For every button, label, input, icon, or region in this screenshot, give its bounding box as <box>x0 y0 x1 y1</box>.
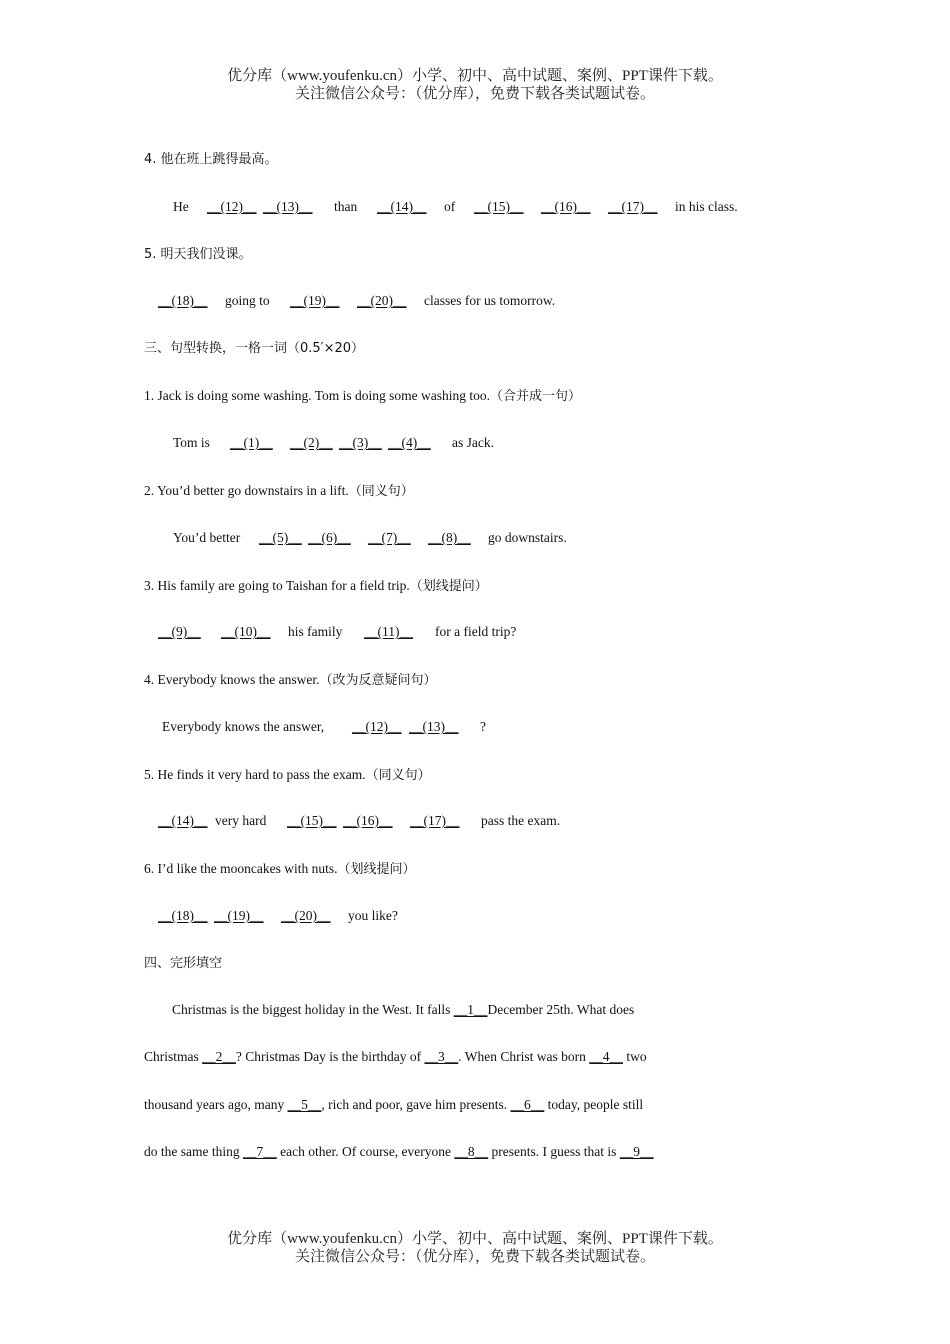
s2-q4-prompt: 4. 他在班上跳得最高。 <box>144 152 278 167</box>
word: He <box>173 199 189 214</box>
text: Christmas is the biggest holiday in the West. It falls <box>172 1002 454 1017</box>
prompt-note: （同义句） <box>365 768 431 783</box>
word: than <box>334 199 358 214</box>
prompt-text: 2. You’d better go downstairs in a lift. <box>144 483 349 498</box>
blank-20[interactable]: __(20)__ <box>281 908 331 923</box>
text: do the same thing <box>144 1144 243 1159</box>
word: pass the exam. <box>481 813 561 828</box>
blank-5[interactable]: __(5)__ <box>259 530 302 545</box>
text: each other. Of course, everyone <box>276 1144 455 1159</box>
cloze-blank-7[interactable]: __7__ <box>242 1144 277 1159</box>
text: presents. I guess that is <box>488 1144 620 1159</box>
cloze-line-3 <box>144 1096 643 1114</box>
cloze-blank-6[interactable]: __6__ <box>510 1097 545 1112</box>
word: of <box>444 199 456 214</box>
header-line-1: 优分库（www.youfenku.cn）小学、初中、高中试题、案例、PPT课件下载。 <box>227 68 723 84</box>
word: very hard <box>215 813 267 828</box>
cloze-blank-4[interactable]: __4__ <box>589 1049 623 1064</box>
prompt-text: 5. He finds it very hard to pass the exam. <box>144 767 366 782</box>
prompt-note: （划线提问） <box>409 579 488 594</box>
cloze-line-1 <box>172 1001 634 1019</box>
s3-q6-prompt <box>144 860 415 879</box>
blank-2[interactable]: __(2)__ <box>290 435 333 450</box>
s3-q3-prompt <box>144 577 488 596</box>
word: classes for us tomorrow. <box>424 293 556 308</box>
blank-17[interactable]: __(17)__ <box>608 199 658 214</box>
word: his family <box>288 624 343 639</box>
text: , rich and poor, gave him presents. <box>321 1097 511 1112</box>
blank-18[interactable]: __(18)__ <box>158 293 208 308</box>
s3-q2-prompt <box>144 482 414 501</box>
footer-line-2: 关注微信公众号：（优分库），免费下载各类试题试卷。 <box>294 1249 655 1265</box>
word: for a field trip? <box>435 624 517 639</box>
blank-20[interactable]: __(20)__ <box>357 293 407 308</box>
blank-3[interactable]: __(3)__ <box>339 435 382 450</box>
s2-q5-prompt: 5. 明天我们没课。 <box>144 247 252 262</box>
page-header <box>0 67 950 103</box>
text: December 25th. What does <box>487 1002 635 1017</box>
word: Everybody knows the answer, <box>162 719 325 734</box>
blank-19[interactable]: __(19)__ <box>290 293 340 308</box>
cloze-blank-5[interactable]: __5__ <box>287 1097 322 1112</box>
prompt-text: 6. I’d like the mooncakes with nuts. <box>144 861 338 876</box>
word: go downstairs. <box>488 530 567 545</box>
blank-4[interactable]: __(4)__ <box>388 435 431 450</box>
text: two <box>622 1049 647 1064</box>
s3-q1-prompt <box>144 387 581 406</box>
section-3-title: 三、句型转换，一格一词（0.5′×20） <box>144 341 365 356</box>
cloze-blank-2[interactable]: __2__ <box>202 1049 236 1064</box>
word: You’d better <box>173 530 241 545</box>
blank-16[interactable]: __(16)__ <box>541 199 591 214</box>
blank-6[interactable]: __(6)__ <box>308 530 351 545</box>
blank-9[interactable]: __(9)__ <box>158 624 201 639</box>
text: . When Christ was born <box>458 1049 590 1064</box>
header-line-2: 关注微信公众号：（优分库），免费下载各类试题试卷。 <box>294 86 655 102</box>
blank-14[interactable]: __(14)__ <box>158 813 208 828</box>
word: ? <box>480 719 486 734</box>
cloze-line-2 <box>144 1048 647 1066</box>
blank-7[interactable]: __(7)__ <box>368 530 411 545</box>
word: in his class. <box>675 199 738 214</box>
cloze-line-4 <box>144 1143 654 1161</box>
cloze-blank-8[interactable]: __8__ <box>454 1144 489 1159</box>
prompt-note: （同义句） <box>348 484 414 499</box>
word: Tom is <box>173 435 210 450</box>
blank-8[interactable]: __(8)__ <box>428 530 471 545</box>
text: Christmas <box>144 1049 203 1064</box>
blank-1[interactable]: __(1)__ <box>230 435 273 450</box>
word: as Jack. <box>452 435 494 450</box>
blank-10[interactable]: __(10)__ <box>221 624 271 639</box>
prompt-text: 4. Everybody knows the answer. <box>144 672 320 687</box>
page-footer <box>0 1230 950 1266</box>
footer-line-1: 优分库（www.youfenku.cn）小学、初中、高中试题、案例、PPT课件下载。 <box>227 1231 723 1247</box>
prompt-note: （划线提问） <box>337 862 416 877</box>
blank-11[interactable]: __(11)__ <box>364 624 413 639</box>
blank-13[interactable]: __(13)__ <box>263 199 313 214</box>
text: thousand years ago, many <box>144 1097 288 1112</box>
prompt-note: （合并成一句） <box>490 389 582 404</box>
blank-16[interactable]: __(16)__ <box>343 813 393 828</box>
prompt-note: （改为反意疑问句） <box>319 673 437 688</box>
blank-14[interactable]: __(14)__ <box>377 199 427 214</box>
blank-15[interactable]: __(15)__ <box>474 199 524 214</box>
cloze-blank-9[interactable]: __9__ <box>619 1144 654 1159</box>
cloze-blank-1[interactable]: __1__ <box>453 1002 488 1017</box>
word: you like? <box>348 908 398 923</box>
blank-17[interactable]: __(17)__ <box>410 813 460 828</box>
prompt-text: 3. His family are going to Taishan for a field trip. <box>144 578 410 593</box>
blank-13[interactable]: __(13)__ <box>409 719 459 734</box>
text: today, people still <box>544 1097 644 1112</box>
prompt-text: 1. Jack is doing some washing. Tom is doing some washing too. <box>144 388 491 403</box>
blank-18[interactable]: __(18)__ <box>158 908 208 923</box>
s3-q4-prompt <box>144 671 436 690</box>
blank-12[interactable]: __(12)__ <box>352 719 402 734</box>
blank-12[interactable]: __(12)__ <box>207 199 257 214</box>
cloze-blank-3[interactable]: __3__ <box>424 1049 459 1064</box>
blank-19[interactable]: __(19)__ <box>214 908 264 923</box>
section-4-title: 四、完形填空 <box>144 956 223 971</box>
text: ? Christmas Day is the birthday of <box>235 1049 425 1064</box>
blank-15[interactable]: __(15)__ <box>287 813 337 828</box>
s3-q5-prompt <box>144 766 431 785</box>
word: going to <box>225 293 270 308</box>
